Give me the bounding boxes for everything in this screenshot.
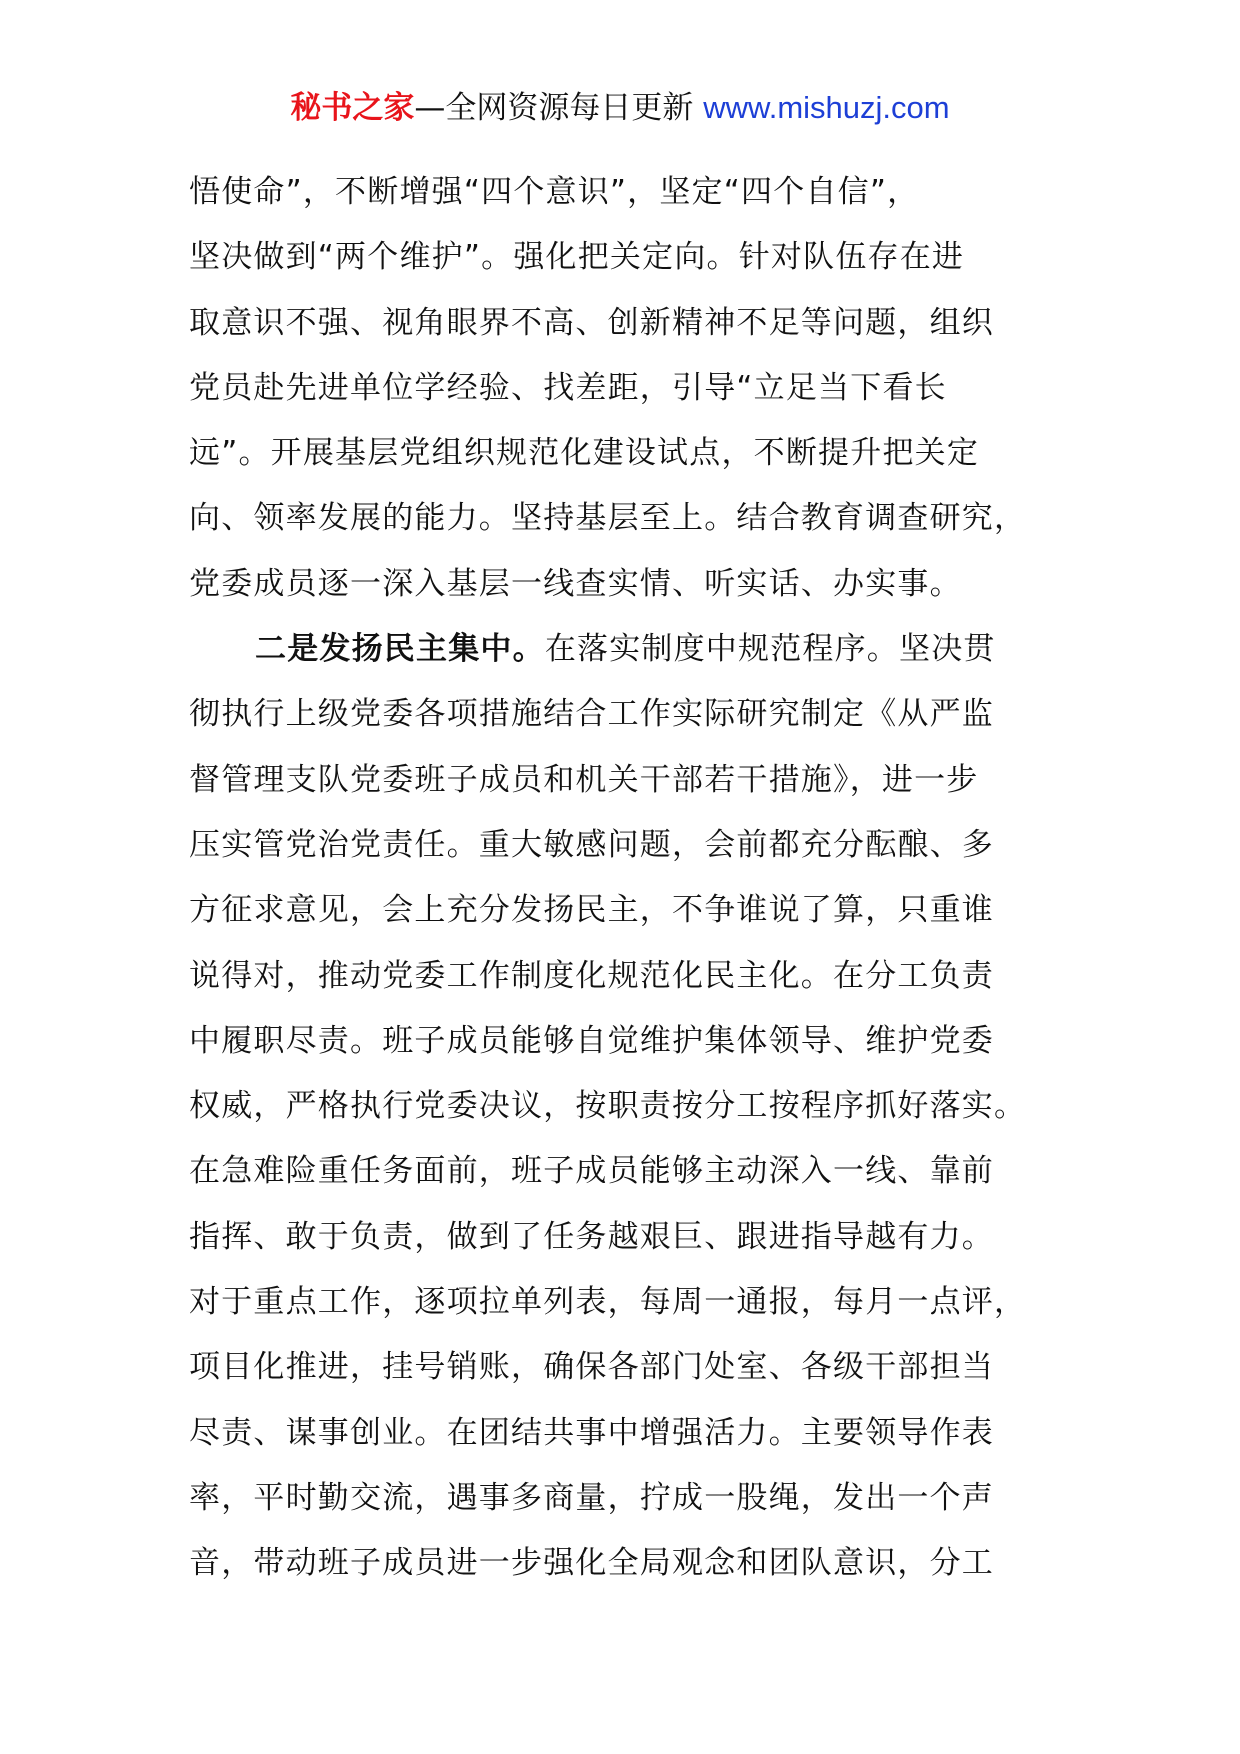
header-slogan: —全网资源每日更新 [414,90,694,126]
text-line: 悟使命”，不断增强“四个意识”，坚定“四个自信”， [189,174,920,210]
page-header [0,86,1240,130]
text-line: 党员赴先进单位学经验、找差距，引导“立足当下看长 [189,369,947,406]
site-url-link[interactable]: www.mishuzj.com [703,90,950,125]
text-line: 督管理支队党委班子成员和机关干部若干措施》，进一步 [189,761,979,798]
text-line: 率，平时勤交流，遇事多商量，拧成一股绳，发出一个声 [189,1479,994,1516]
section-first-line [189,617,1059,682]
text-line: 说得对，推动党委工作制度化规范化民主化。在分工负责 [189,957,994,994]
text-line: 方征求意见，会上充分发扬民主，不争谁说了算，只重谁 [189,892,994,929]
document-body [189,160,1059,1597]
text-line: 在急难险重任务面前，班子成员能够主动深入一线、靠前 [189,1153,994,1190]
text-line: 项目化推进，挂号销账，确保各部门处室、各级干部担当 [189,1349,994,1386]
text-line: 权威，严格执行党委决议，按职责按分工按程序抓好落实。 [189,1088,1027,1125]
text-line: 党委成员逐一深入基层一线查实情、听实话、办实事。 [189,565,962,602]
text-line: 对于重点工作，逐项拉单列表，每周一通报，每月一点评， [189,1284,1027,1321]
text-line: 彻执行上级党委各项措施结合工作实际研究制定《从严监 [189,696,994,733]
text-line: 压实管党治党责任。重大敏感问题，会前都充分酝酿、多 [189,826,994,863]
text-line: 尽责、谋事创业。在团结共事中增强活力。主要领导作表 [189,1414,994,1451]
text-line: 远”。开展基层党组织规范化建设试点，不断提升把关定 [189,435,980,472]
text-line: 指挥、敢于负责，做到了任务越艰巨、跟进指导越有力。 [189,1218,994,1255]
text-line: 向、领率发展的能力。坚持基层至上。结合教育调查研究， [189,500,1027,537]
section-heading: 二是发扬民主集中。 [255,631,545,668]
text-line: 取意识不强、视角眼界不高、创新精神不足等问题，组织 [189,304,994,341]
text-line: 中履职尽责。班子成员能够自觉维护集体领导、维护党委 [189,1022,994,1059]
text-line: 音，带动班子成员进一步强化全局观念和团队意识，分工 [189,1545,994,1582]
brand-name: 秘书之家 [290,90,415,126]
section-first-line-text: 在落实制度中规范程序。坚决贯 [544,631,996,668]
text-line: 坚决做到“两个维护”。强化把关定向。针对队伍存在进 [189,239,965,276]
